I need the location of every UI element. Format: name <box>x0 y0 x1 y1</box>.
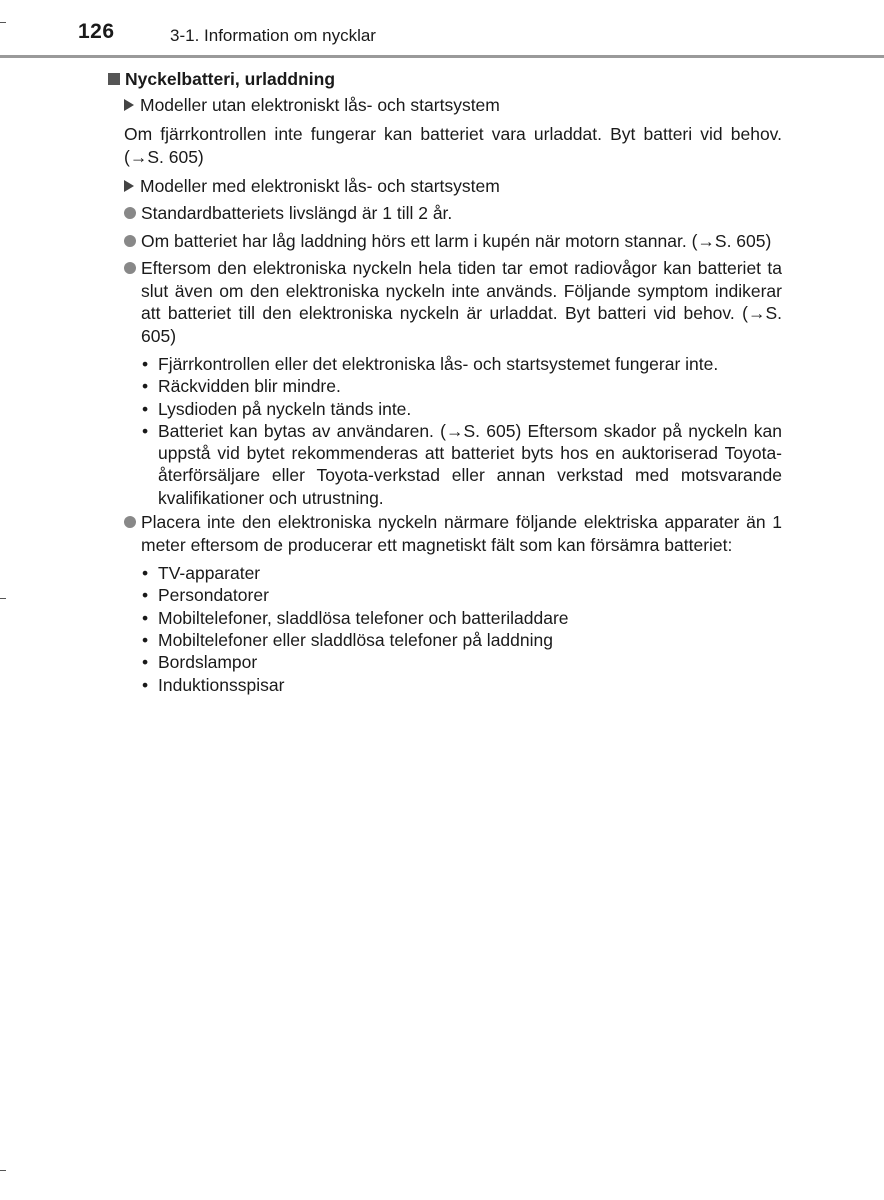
margin-tick-bottom <box>0 1170 6 1171</box>
bullet-text: Standardbatteriets livslängd är 1 till 2 år. <box>141 203 453 223</box>
list-item: • Fjärrkontrollen eller det elektroniska lås- och startsystemet fungerar inte. <box>142 354 719 374</box>
list-item: • Induktionsspisar <box>142 674 285 695</box>
paragraph-remote: Om fjärrkontrollen inte fungerar kan batteriet vara urladdat. Byt batteri vid behov. (→S. 605) <box>124 124 782 167</box>
list-item: • Batteriet kan bytas av användaren. (→S. 605) Eftersom skador på nyckeln kan uppstå vid bytet rekommenderas att batteriet byts hos en auktoriserad Toyota-återförsäljare eller Toyota-verkstad eller annan verkstad med motsvarande kvalifikationer och utrustning. <box>142 420 782 508</box>
circle-bullet-icon <box>124 235 136 247</box>
triangle-marker-icon <box>124 99 134 111</box>
header-rule <box>0 55 884 58</box>
symptom-list <box>106 353 782 509</box>
page-content <box>106 66 782 696</box>
list-item: • Räckvidden blir mindre. <box>142 376 341 397</box>
bullet-text: Placera inte den elektroniska nyckeln närmare följande elektriska apparater än 1 meter eftersom de producerar ett magnetiskt fält som kan försämra batteriet: <box>141 512 782 555</box>
list-item: • Bordslampor <box>142 652 258 673</box>
list-item: • Mobiltelefoner eller sladdlösa telefoner på laddning <box>142 629 553 650</box>
circle-bullet-icon <box>124 262 136 274</box>
bullet-low-charge <box>106 230 782 253</box>
triangle-marker-icon <box>124 180 134 192</box>
bullet-battery-life <box>106 202 782 225</box>
bullet-radio-waves <box>106 257 782 347</box>
heading-text: Nyckelbatteri, urladdning <box>125 69 336 89</box>
circle-bullet-icon <box>124 516 136 528</box>
section-heading <box>106 66 782 92</box>
margin-tick-top <box>0 22 6 23</box>
margin-tick-middle <box>0 598 6 599</box>
running-header: 3-1. Information om nycklar <box>170 26 376 45</box>
list-item: • Lysdioden på nyckeln tänds inte. <box>142 398 412 419</box>
list-item: • Mobiltelefoner, sladdlösa telefoner och batteriladdare <box>142 607 569 628</box>
list-item: • TV-apparater <box>142 563 261 584</box>
bullet-magnetic-field <box>106 511 782 556</box>
device-list <box>106 562 782 696</box>
bullet-text: Eftersom den elektroniska nyckeln hela tiden tar emot radiovågor kan batteriet ta slut även om den elektroniska nyckeln inte används. Följande symptom indikerar att batteriet till den elektroniska nyckeln är urladdat. Byt batteri vid behov. (→S. 605) <box>141 258 782 346</box>
subheading-without-system <box>106 92 782 118</box>
subheading-with-system <box>106 173 782 199</box>
page-number: 126 <box>78 20 115 43</box>
bullet-text: Om batteriet har låg laddning hörs ett larm i kupén när motorn stannar. (→S. 605) <box>141 230 772 251</box>
square-bullet-icon <box>108 73 120 85</box>
circle-bullet-icon <box>124 207 136 219</box>
subheading-text: Modeller utan elektroniskt lås- och startsystem <box>140 95 500 115</box>
list-item: • Persondatorer <box>142 585 269 606</box>
subheading-text: Modeller med elektroniskt lås- och startsystem <box>140 176 500 196</box>
